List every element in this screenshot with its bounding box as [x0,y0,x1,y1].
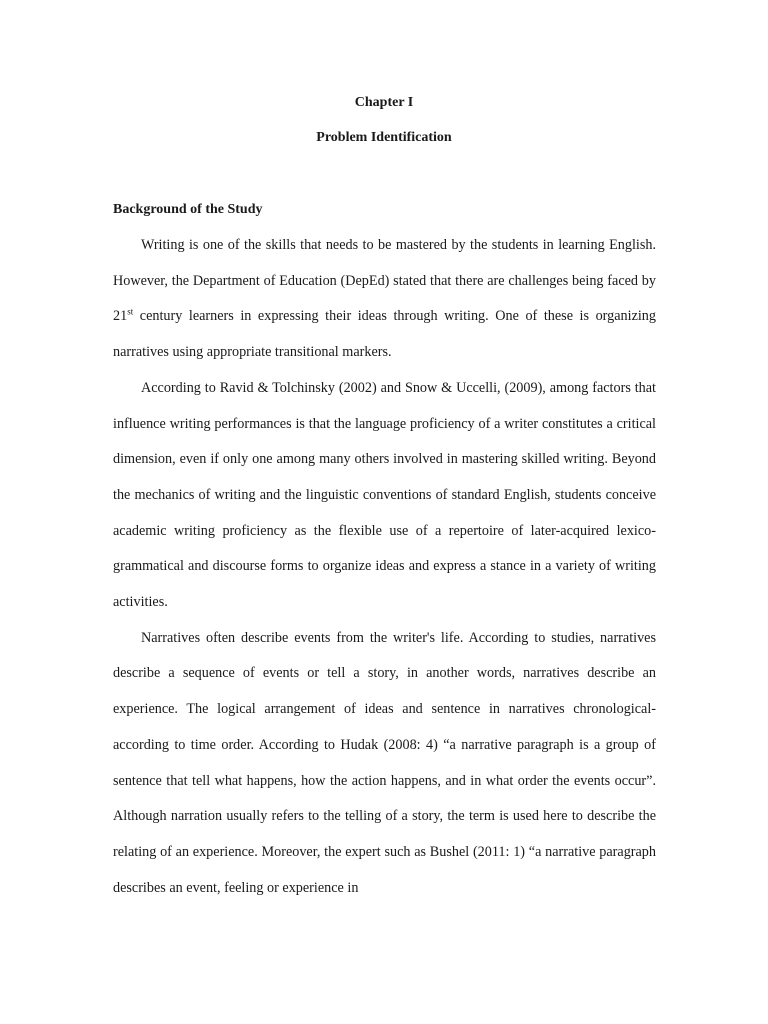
paragraph-1 [113,228,656,371]
section-heading: Background of the Study [113,202,263,217]
ordinal-suffix: st [127,306,134,317]
chapter-label: Chapter I [354,95,414,110]
paragraph-2: According to Ravid & Tolchinsky (2002) and Snow & Uccelli, (2009), among factors that influence writing performances is that the language proficiency of a writer constitutes a critical dimension, even if only one among many others involved in mastering skilled writing. Beyond the mechanics of writing and the linguistic conventions of standard English, students conceive academic writing proficiency as the flexible use of a repertoire of later-acquired lexico-grammatical and discourse forms to organize ideas and express a stance in a variety of writing activities. [113,379,656,611]
paragraph-1-text-b: century learners in expressing their ideas through writing. One of these is organizing narratives using appropriate transitional markers. [113,308,656,361]
paragraph-1-text-a: Writing is one of the skills that needs to be mastered by the students in learning English. However, the Department of Education (DepEd) stated that there are challenges being faced by 21 [113,237,656,325]
body-text [113,228,656,906]
chapter-title: Problem Identification [316,130,452,145]
paragraph-3: Narratives often describe events from the writer's life. According to studies, narratives describe a sequence of events or tell a story, in another words, narratives describe an experience. The logical arrangement of ideas and sentence in narratives chronological-according to time order. According to Hudak (2008: 4) “a narrative paragraph is a group of sentence that tell what happens, how the action happens, and in what order the events occur”. Although narration usually refers to the telling of a story, the term is used here to describe the relating of an experience. Moreover, the expert such as Bushel (2011: 1) “a narrative paragraph describes an event, feeling or experience in [113,629,656,896]
